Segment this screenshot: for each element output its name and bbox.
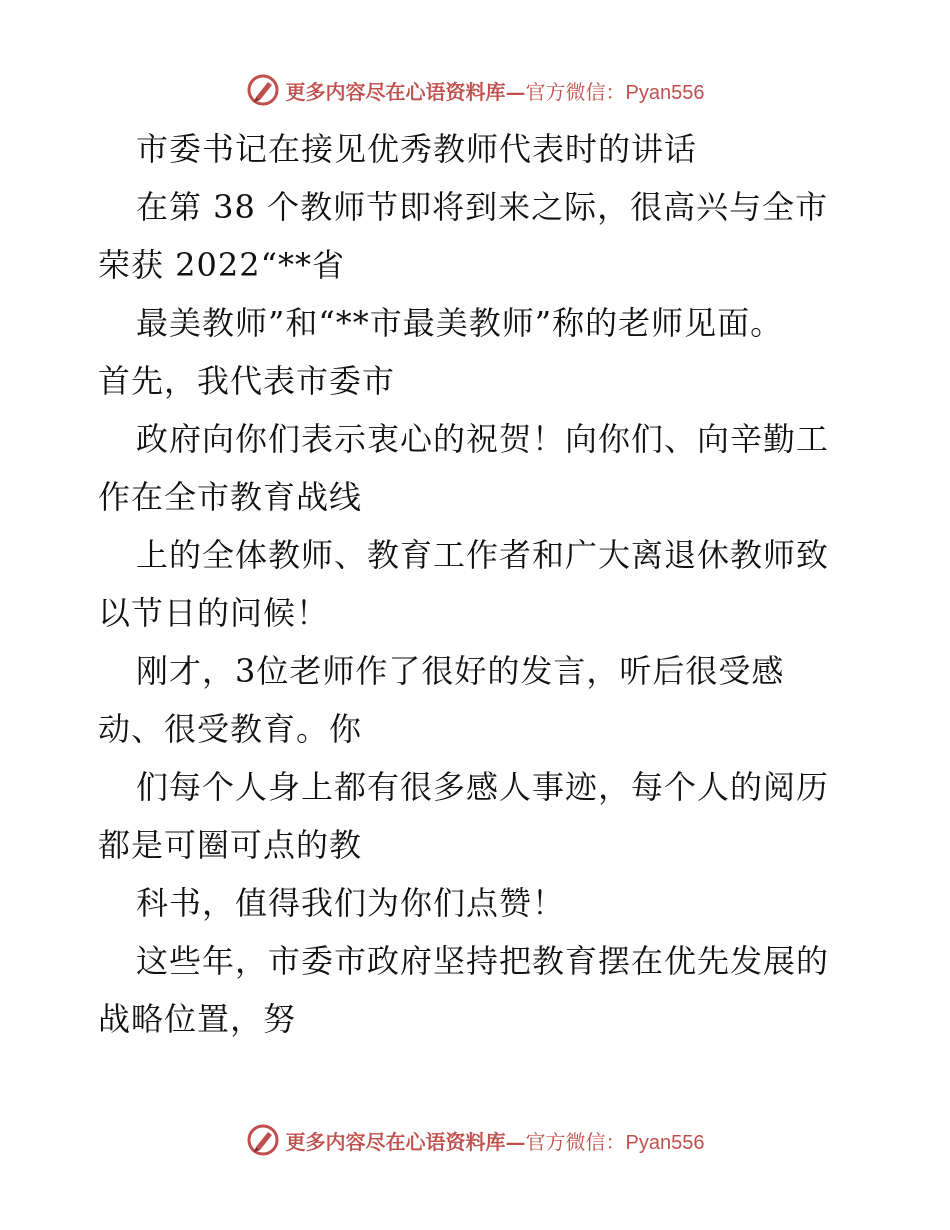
document-body [98, 120, 858, 1048]
body-line: 刚才，3位老师作了很好的发言，听后很受感 [136, 652, 785, 690]
body-line: 动、很受教育。你 [98, 710, 363, 748]
body-line: 以节日的问候！ [98, 594, 330, 632]
body-line: 这些年，市委市政府坚持把教育摆在优先发展的 [136, 942, 830, 980]
body-line: 荣获 2022“**省 [98, 246, 345, 284]
body-line: 都是可圈可点的教 [98, 826, 363, 864]
body-line: 在第 38 个教师节即将到来之际，很高兴与全市 [136, 188, 829, 226]
body-line: 上的全体教师、教育工作者和广大离退休教师致 [136, 536, 830, 574]
body-line: 首先，我代表市委市 [98, 362, 396, 400]
body-line: 最美教师”和“**市最美教师”称的老师见面。 [136, 304, 784, 342]
body-line: 科书，值得我们为你们点赞！ [136, 884, 566, 922]
header-wechat-id: 官方微信：Pyan556 [525, 81, 705, 104]
body-line: 市委书记在接见优秀教师代表时的讲话 [136, 130, 698, 168]
body-line: 们每个人身上都有很多感人事迹，每个人的阅历 [136, 768, 830, 806]
pen-logo-icon [246, 1123, 280, 1157]
footer-banner [0, 1122, 950, 1158]
body-line: 政府向你们表示衷心的祝贺！向你们、向辛勤工 [136, 420, 830, 458]
header-banner-text: 更多内容尽在心语资料库—官方微信：Pyan556 [285, 79, 705, 104]
body-line: 战略位置，努 [98, 1000, 297, 1038]
footer-banner-text: 更多内容尽在心语资料库—官方微信：Pyan556 [285, 1129, 705, 1154]
footer-wechat-id: 官方微信：Pyan556 [525, 1131, 705, 1154]
body-line: 作在全市教育战线 [98, 478, 363, 516]
header-banner [0, 72, 950, 108]
pen-logo-icon [246, 73, 280, 107]
